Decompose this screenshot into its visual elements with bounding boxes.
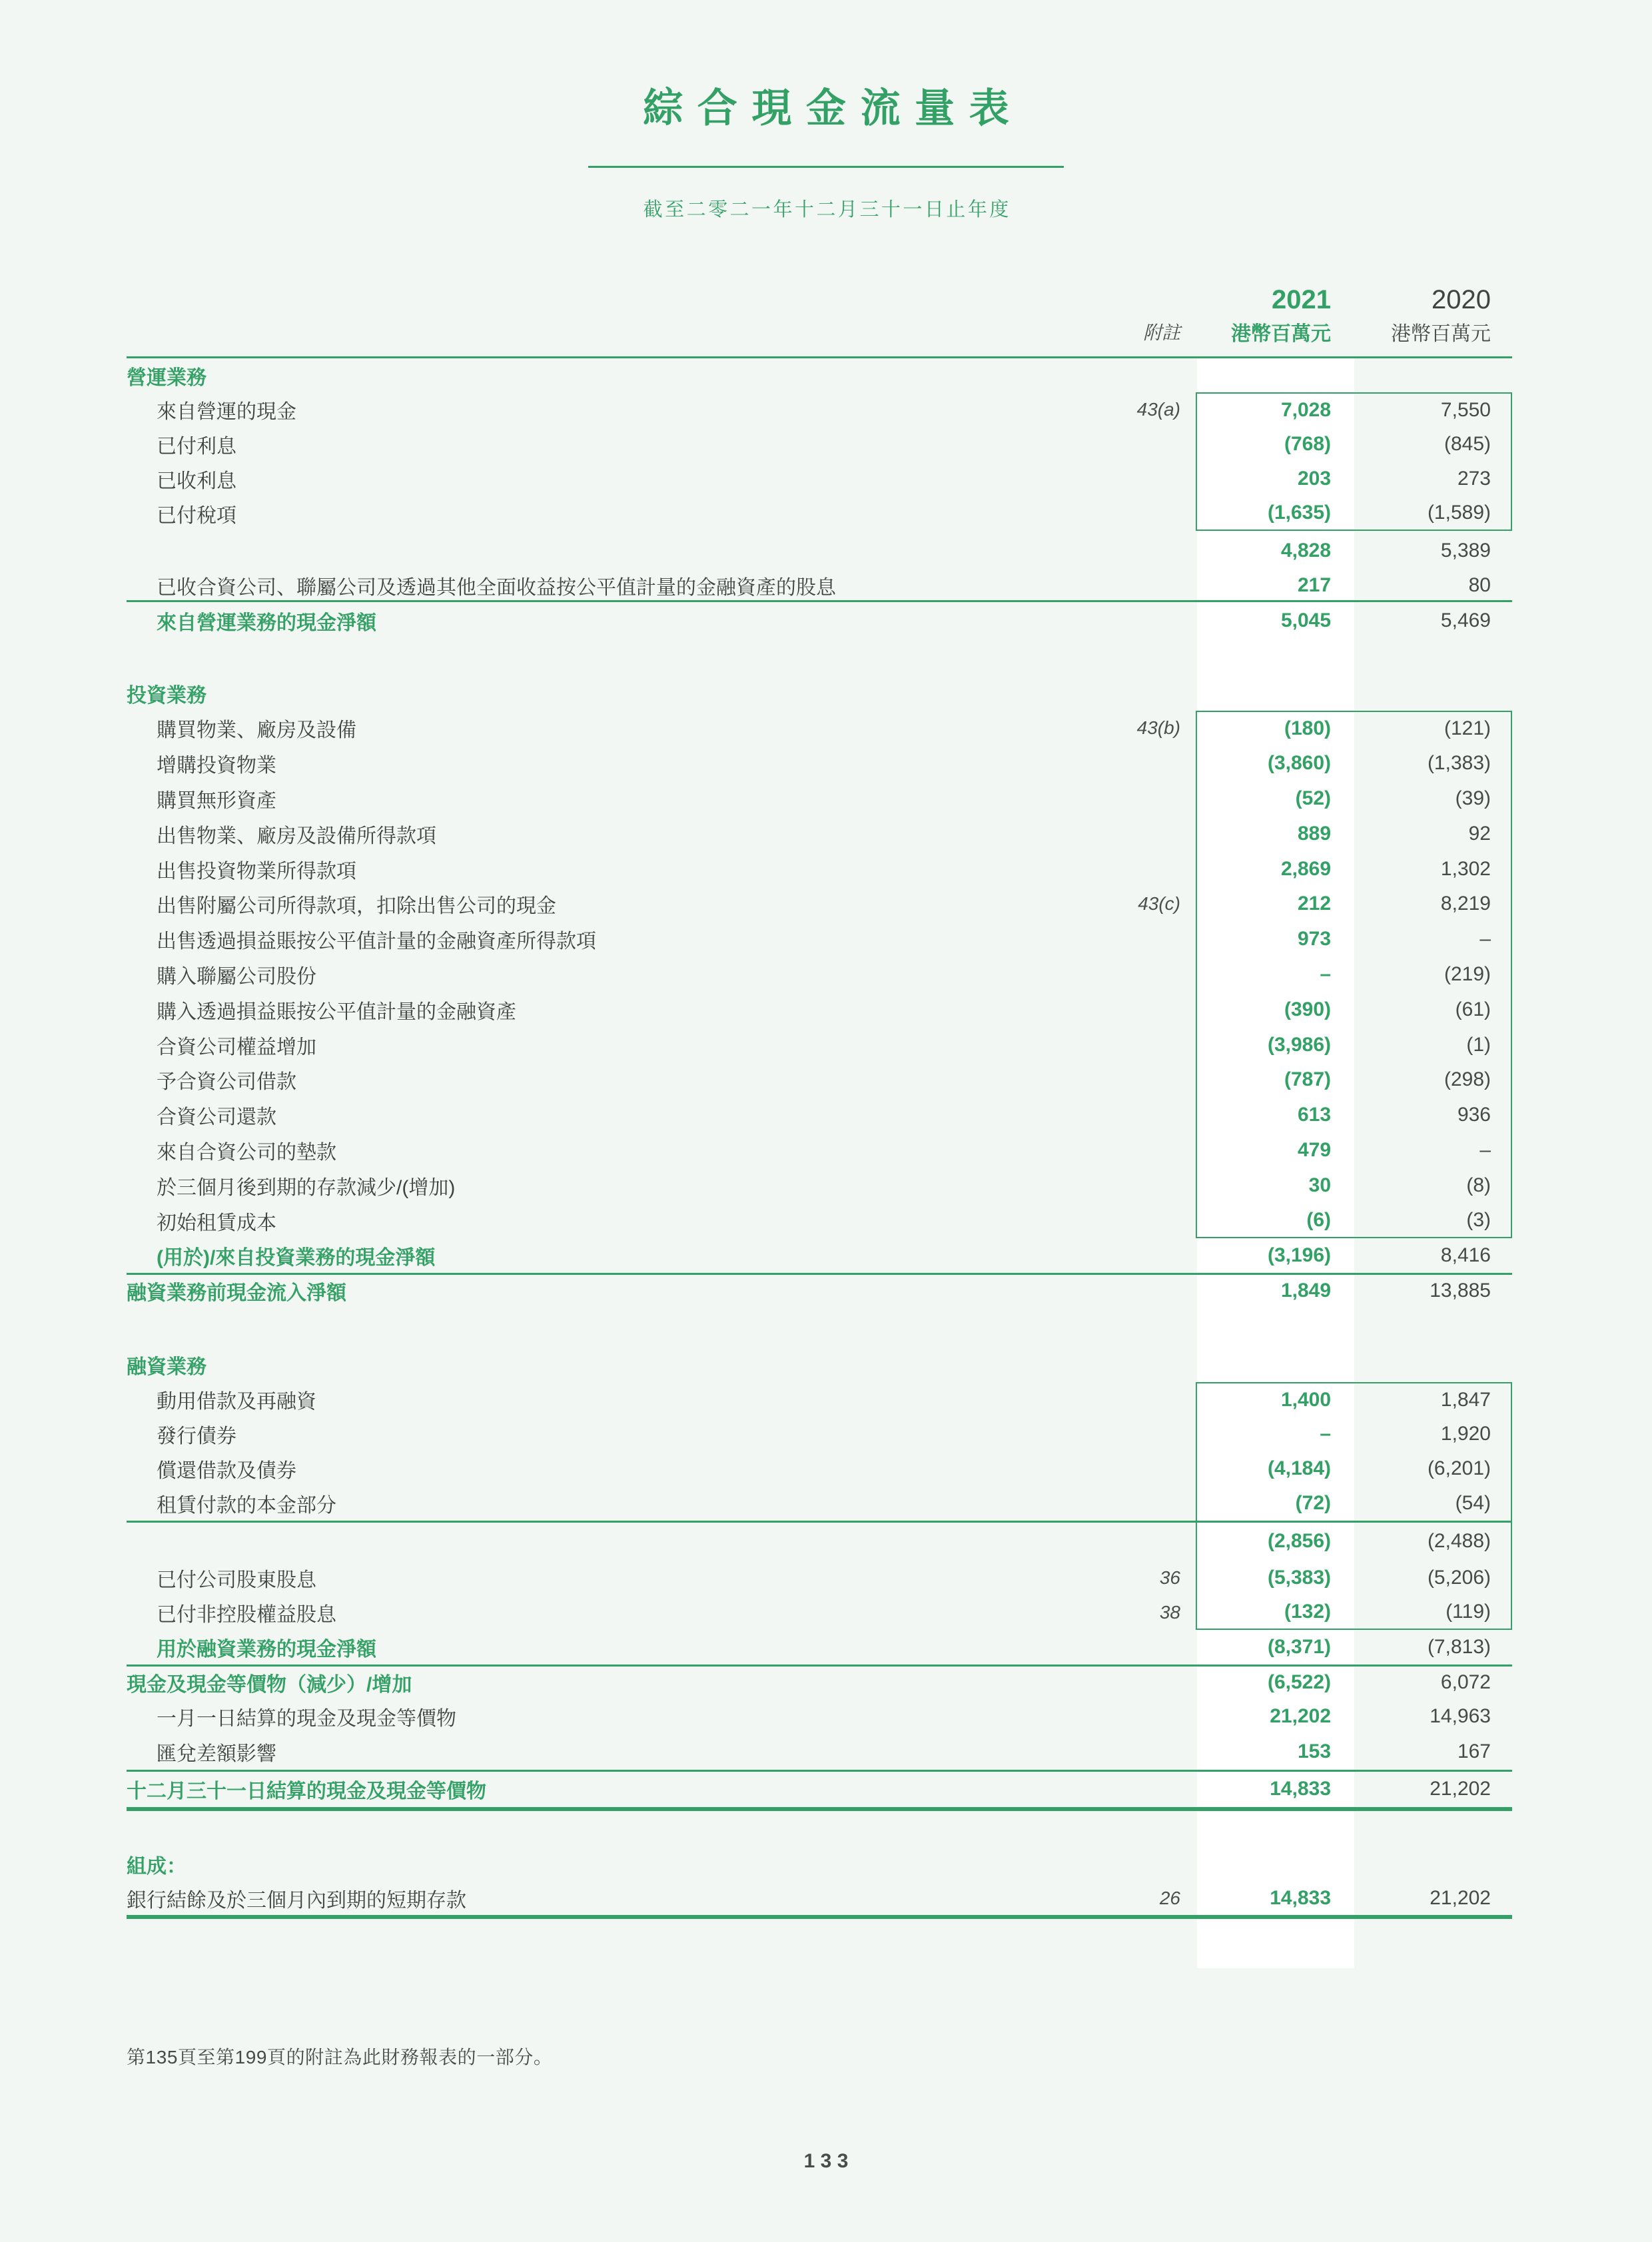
value-2020: – xyxy=(1479,928,1491,950)
value-2020: (119) xyxy=(1446,1600,1491,1623)
value-2020 xyxy=(1354,1811,1511,1847)
note-ref xyxy=(1089,1062,1196,1098)
note-ref xyxy=(1089,1417,1196,1451)
table-row xyxy=(127,1098,1512,1133)
value-2021: (3,860) xyxy=(1197,746,1354,781)
table-body xyxy=(127,356,1512,1968)
table-row xyxy=(127,392,1512,427)
value-2020: 21,202 xyxy=(1430,1886,1491,1909)
row-label: 發行債券 xyxy=(157,1425,236,1447)
note-ref xyxy=(1089,1451,1196,1486)
value-2021 xyxy=(1197,676,1354,711)
value-2021: (1,635) xyxy=(1197,496,1354,530)
note-ref: 43(c) xyxy=(1138,893,1180,915)
value-box xyxy=(1196,1699,1512,1734)
note-ref xyxy=(1089,1098,1196,1133)
note-ref xyxy=(1089,851,1196,887)
footnote: 第135頁至第199頁的附註為此財務報表的一部分。 xyxy=(127,2046,553,2067)
column-unit-2021: 港幣百萬元 xyxy=(1231,323,1332,345)
page-title: 綜合現金流量表 xyxy=(643,86,1024,131)
row-label xyxy=(127,1308,1089,1347)
table-row xyxy=(127,781,1512,817)
value-2020: 8,219 xyxy=(1440,893,1491,915)
row-label: 匯兌差額影響 xyxy=(157,1742,276,1765)
value-2021: (768) xyxy=(1197,427,1354,462)
value-box xyxy=(1196,1561,1512,1595)
value-2021: 479 xyxy=(1197,1133,1354,1168)
table-row xyxy=(127,600,1512,639)
value-box xyxy=(1196,1523,1512,1561)
value-box xyxy=(1196,1168,1512,1203)
value-box xyxy=(1196,851,1512,887)
row-label: 購買物業、廠房及設備 xyxy=(157,719,356,742)
value-box xyxy=(1196,1847,1512,1882)
value-2020 xyxy=(1354,358,1511,392)
note-ref xyxy=(1089,1811,1196,1847)
value-2020: 13,885 xyxy=(1430,1280,1491,1302)
row-label: 購買無形資產 xyxy=(157,789,276,812)
value-2021: (72) xyxy=(1197,1486,1354,1521)
note-ref xyxy=(1089,1168,1196,1203)
note-ref xyxy=(1089,1486,1196,1521)
value-box xyxy=(1196,427,1512,462)
table-row xyxy=(127,356,1512,392)
table-row xyxy=(127,1882,1512,1915)
header-unit-values xyxy=(1196,316,1512,347)
row-label: 增購投資物業 xyxy=(157,755,276,777)
value-2021: (180) xyxy=(1197,712,1354,746)
value-2021: 1,849 xyxy=(1197,1275,1354,1308)
table-row xyxy=(127,1027,1512,1062)
table-row xyxy=(127,1734,1512,1770)
value-2020: (1) xyxy=(1466,1033,1491,1056)
value-2021: (8,371) xyxy=(1197,1630,1354,1665)
row-label: 用於融資業務的現金淨額 xyxy=(157,1638,376,1661)
value-2020: 80 xyxy=(1468,574,1491,596)
row-label: (用於)/來自投資業務的現金淨額 xyxy=(157,1246,436,1269)
spacer-row xyxy=(127,1807,1512,1847)
row-label: 合資公司還款 xyxy=(157,1106,276,1129)
value-box xyxy=(1196,602,1512,639)
table-row xyxy=(127,711,1512,746)
value-2021: 5,045 xyxy=(1197,602,1354,639)
row-label: 已付公司股東股息 xyxy=(157,1569,316,1591)
row-label xyxy=(127,1919,1089,1968)
row-label: 組成： xyxy=(127,1855,187,1878)
note-ref xyxy=(1089,358,1196,392)
table-row xyxy=(127,1062,1512,1098)
value-2020: (219) xyxy=(1444,962,1491,985)
value-2021 xyxy=(1197,639,1354,676)
note-ref xyxy=(1089,957,1196,992)
note-ref xyxy=(1089,1382,1196,1417)
row-label: 初始租賃成本 xyxy=(157,1212,276,1234)
row-label: 十二月三十一日結算的現金及現金等價物 xyxy=(127,1780,486,1803)
row-label: 出售投資物業所得款項 xyxy=(157,860,356,883)
note-ref: 38 xyxy=(1159,1601,1180,1623)
table-row xyxy=(127,1847,1512,1882)
value-2021: 889 xyxy=(1197,816,1354,851)
value-2021: 14,833 xyxy=(1197,1882,1354,1915)
value-2020: (121) xyxy=(1444,717,1491,740)
value-2020: 1,920 xyxy=(1440,1422,1491,1445)
value-box xyxy=(1196,1203,1512,1238)
row-label: 出售附屬公司所得款項，扣除出售公司的現金 xyxy=(157,895,556,918)
row-label xyxy=(127,531,1089,571)
value-2020: (1,383) xyxy=(1427,752,1491,775)
note-ref xyxy=(1089,531,1196,571)
table-row xyxy=(127,1203,1512,1238)
table-row xyxy=(127,1699,1512,1734)
note-ref xyxy=(1089,1734,1196,1770)
value-2020 xyxy=(1354,1847,1511,1882)
column-unit-2020: 港幣百萬元 xyxy=(1391,323,1491,345)
column-header-2021: 2021 xyxy=(1272,284,1332,314)
note-ref xyxy=(1089,1027,1196,1062)
row-label xyxy=(127,1523,1089,1561)
note-ref xyxy=(1089,1203,1196,1238)
note-ref xyxy=(1089,1347,1196,1382)
page-subtitle: 截至二零二一年十二月三十一日止年度 xyxy=(643,199,1011,220)
table-row xyxy=(127,1770,1512,1807)
value-box xyxy=(1196,1382,1512,1417)
table-row xyxy=(127,992,1512,1027)
value-box xyxy=(1196,1882,1512,1915)
value-2020 xyxy=(1354,676,1511,711)
value-2021 xyxy=(1197,1347,1354,1382)
row-label: 已付利息 xyxy=(157,436,236,458)
value-2020: (6,201) xyxy=(1427,1457,1491,1479)
value-box xyxy=(1196,1486,1512,1521)
table-row xyxy=(127,922,1512,957)
row-label: 購入聯屬公司股份 xyxy=(157,965,316,988)
value-2020 xyxy=(1354,1919,1511,1968)
row-label: 融資業務 xyxy=(127,1355,206,1378)
note-ref: 43(b) xyxy=(1136,717,1180,739)
note-ref xyxy=(1089,1699,1196,1734)
value-box xyxy=(1196,1133,1512,1168)
table-row xyxy=(127,496,1512,531)
note-ref xyxy=(1089,1772,1196,1807)
note-ref: 26 xyxy=(1159,1887,1180,1908)
value-2020: 936 xyxy=(1457,1104,1491,1126)
value-2020: 6,072 xyxy=(1440,1671,1491,1694)
value-2021: 212 xyxy=(1197,887,1354,922)
spacer-row xyxy=(127,1915,1512,1968)
header-year-values xyxy=(1196,283,1512,316)
value-box xyxy=(1196,531,1512,571)
row-label: 一月一日結算的現金及現金等價物 xyxy=(157,1707,456,1730)
table-row xyxy=(127,1168,1512,1203)
row-label: 合資公司權益增加 xyxy=(157,1036,316,1058)
note-ref xyxy=(1089,1308,1196,1347)
value-box xyxy=(1196,496,1512,531)
note-ref xyxy=(1089,922,1196,957)
table-row xyxy=(127,1521,1512,1561)
value-box xyxy=(1196,1275,1512,1308)
table-row xyxy=(127,957,1512,992)
note-ref xyxy=(1089,496,1196,531)
row-label: 現金及現金等價物（減少）/增加 xyxy=(127,1674,412,1696)
value-2021: (5,383) xyxy=(1197,1561,1354,1595)
note-ref xyxy=(1089,571,1196,600)
value-box xyxy=(1196,816,1512,851)
value-box xyxy=(1196,1417,1512,1451)
value-box xyxy=(1196,1667,1512,1699)
row-label: 投資業務 xyxy=(127,685,206,707)
note-ref xyxy=(1089,1523,1196,1561)
note-ref xyxy=(1089,992,1196,1027)
value-box xyxy=(1196,1027,1512,1062)
value-2020: (5,206) xyxy=(1427,1566,1491,1589)
note-ref xyxy=(1089,1275,1196,1308)
value-2020: (54) xyxy=(1455,1491,1491,1514)
table-row xyxy=(127,746,1512,781)
value-2021: 1,400 xyxy=(1197,1383,1354,1417)
value-2021: 153 xyxy=(1197,1734,1354,1770)
row-label: 來自營運業務的現金淨額 xyxy=(157,611,376,634)
row-label: 租賃付款的本金部分 xyxy=(157,1494,336,1517)
value-box xyxy=(1196,358,1512,392)
value-2021: 613 xyxy=(1197,1098,1354,1133)
table-row xyxy=(127,676,1512,711)
table-row xyxy=(127,571,1512,600)
value-box xyxy=(1196,1811,1512,1847)
value-2020: 273 xyxy=(1457,468,1491,490)
value-2020: (298) xyxy=(1444,1068,1491,1091)
value-2020: 21,202 xyxy=(1430,1778,1491,1800)
value-box xyxy=(1196,639,1512,676)
column-header-units xyxy=(127,316,1512,347)
value-box xyxy=(1196,957,1512,992)
value-box xyxy=(1196,676,1512,711)
value-2020: (61) xyxy=(1455,998,1491,1020)
value-box xyxy=(1196,1734,1512,1770)
row-label: 購入透過損益賬按公平值計量的金融資產 xyxy=(157,1000,516,1023)
value-2020: 8,416 xyxy=(1440,1244,1491,1266)
row-label: 已收利息 xyxy=(157,470,236,492)
value-2020 xyxy=(1354,1308,1511,1347)
table-row xyxy=(127,1451,1512,1486)
value-2020 xyxy=(1354,639,1511,676)
value-box xyxy=(1196,571,1512,600)
value-2021: (52) xyxy=(1197,781,1354,817)
row-label: 已付稅項 xyxy=(157,505,236,527)
value-box xyxy=(1196,1451,1512,1486)
value-2020: 92 xyxy=(1468,822,1491,845)
table-row xyxy=(127,887,1512,922)
value-2021: (3,986) xyxy=(1197,1027,1354,1062)
value-2020: (7,813) xyxy=(1427,1635,1491,1658)
value-2021: 203 xyxy=(1197,462,1354,496)
note-ref xyxy=(1089,602,1196,639)
value-2021: 7,028 xyxy=(1197,394,1354,427)
note-ref xyxy=(1089,781,1196,817)
note-ref xyxy=(1089,746,1196,781)
note-ref: 36 xyxy=(1159,1567,1180,1588)
note-ref: 43(a) xyxy=(1136,399,1180,420)
row-label xyxy=(127,1811,1089,1847)
value-2020: – xyxy=(1479,1138,1491,1161)
value-box xyxy=(1196,887,1512,922)
row-label: 出售物業、廠房及設備所得款項 xyxy=(157,825,436,847)
page-number: 133 xyxy=(803,2150,854,2172)
row-label: 來自合資公司的墊款 xyxy=(157,1141,336,1164)
value-box xyxy=(1196,1238,1512,1273)
value-2020: 5,469 xyxy=(1440,609,1491,631)
value-box xyxy=(1196,1062,1512,1098)
table-row xyxy=(127,851,1512,887)
row-label: 已收合資公司、聯屬公司及透過其他全面收益按公平值計量的金融資產的股息 xyxy=(157,577,836,599)
value-2020: 1,302 xyxy=(1440,857,1491,880)
value-2021: 30 xyxy=(1197,1168,1354,1203)
row-label: 融資業務前現金流入淨額 xyxy=(127,1282,346,1305)
spacer-row xyxy=(127,1308,1512,1347)
table-row xyxy=(127,1561,1512,1595)
value-2020 xyxy=(1354,1347,1511,1382)
header-spacer xyxy=(127,316,1089,347)
table-row xyxy=(127,1595,1512,1630)
note-ref xyxy=(1089,427,1196,462)
value-2021: 973 xyxy=(1197,922,1354,957)
value-2021 xyxy=(1197,358,1354,392)
header-spacer xyxy=(127,283,1089,316)
value-2020: 1,847 xyxy=(1440,1388,1491,1411)
value-box xyxy=(1196,711,1512,746)
value-box xyxy=(1196,1595,1512,1630)
value-box xyxy=(1196,392,1512,427)
table-row xyxy=(127,1238,1512,1273)
value-2021: (132) xyxy=(1197,1595,1354,1629)
value-box xyxy=(1196,1347,1512,1382)
note-ref xyxy=(1089,1667,1196,1699)
table-row xyxy=(127,427,1512,462)
note-ref xyxy=(1089,462,1196,496)
table-row xyxy=(127,1486,1512,1521)
row-label: 營運業務 xyxy=(127,366,206,389)
column-header-note: 附註 xyxy=(1142,322,1180,343)
note-ref xyxy=(1089,639,1196,676)
value-box xyxy=(1196,922,1512,957)
note-ref xyxy=(1089,1847,1196,1882)
table-row xyxy=(127,531,1512,571)
value-box xyxy=(1196,746,1512,781)
value-2021: (4,184) xyxy=(1197,1451,1354,1486)
value-box xyxy=(1196,1308,1512,1347)
value-2021: – xyxy=(1197,1417,1354,1451)
value-2021: 21,202 xyxy=(1197,1699,1354,1734)
value-box xyxy=(1196,992,1512,1027)
value-box xyxy=(1196,1098,1512,1133)
row-label: 已付非控股權益股息 xyxy=(157,1603,336,1626)
value-box xyxy=(1196,1919,1512,1968)
value-2021: (2,856) xyxy=(1197,1523,1354,1561)
table-row xyxy=(127,1630,1512,1665)
row-label: 動用借款及再融資 xyxy=(157,1390,316,1413)
value-2020: 167 xyxy=(1457,1740,1491,1762)
table-row xyxy=(127,1273,1512,1308)
value-2020: (845) xyxy=(1444,433,1491,455)
value-2021: (390) xyxy=(1197,992,1354,1027)
value-2021: – xyxy=(1197,957,1354,992)
value-2021 xyxy=(1197,1811,1354,1847)
value-2021 xyxy=(1197,1308,1354,1347)
value-2021: 14,833 xyxy=(1197,1772,1354,1807)
row-label xyxy=(127,639,1089,676)
value-2020: 14,963 xyxy=(1430,1704,1491,1727)
note-ref xyxy=(1089,816,1196,851)
table-row xyxy=(127,1417,1512,1451)
value-2021: 2,869 xyxy=(1197,851,1354,887)
value-2021: (787) xyxy=(1197,1062,1354,1098)
row-label: 出售透過損益賬按公平值計量的金融資產所得款項 xyxy=(157,931,596,953)
value-box xyxy=(1196,462,1512,496)
table-row xyxy=(127,816,1512,851)
value-2020: (2,488) xyxy=(1427,1530,1491,1553)
row-label: 銀行結餘及於三個月內到期的短期存款 xyxy=(127,1889,466,1912)
value-2021 xyxy=(1197,1919,1354,1968)
statement-table xyxy=(127,283,1512,1968)
table-row xyxy=(127,462,1512,496)
value-2020: (3) xyxy=(1466,1208,1491,1231)
value-2021: (3,196) xyxy=(1197,1238,1354,1273)
table-row xyxy=(127,1382,1512,1417)
value-2020: (1,589) xyxy=(1427,502,1491,524)
table-row xyxy=(127,1347,1512,1382)
spacer-row xyxy=(127,639,1512,676)
row-label: 予合資公司借款 xyxy=(157,1071,296,1094)
value-2021: (6,522) xyxy=(1197,1667,1354,1699)
table-row xyxy=(127,1665,1512,1699)
note-ref xyxy=(1089,1133,1196,1168)
value-2020: (39) xyxy=(1455,787,1491,809)
value-2021 xyxy=(1197,1847,1354,1882)
value-box xyxy=(1196,1772,1512,1807)
table-row xyxy=(127,1133,1512,1168)
value-2021: 4,828 xyxy=(1197,531,1354,571)
row-label: 來自營運的現金 xyxy=(157,401,296,423)
value-box xyxy=(1196,781,1512,817)
value-box xyxy=(1196,1630,1512,1665)
value-2020: 5,389 xyxy=(1440,540,1491,561)
value-2021: 217 xyxy=(1197,571,1354,600)
row-label: 償還借款及債券 xyxy=(157,1459,296,1482)
note-ref xyxy=(1089,1630,1196,1665)
value-2020: 7,550 xyxy=(1440,399,1491,421)
header-spacer xyxy=(1089,283,1196,316)
row-label: 於三個月後到期的存款減少/(增加) xyxy=(157,1176,456,1199)
note-ref xyxy=(1089,1238,1196,1273)
value-2021: (6) xyxy=(1197,1203,1354,1237)
column-header-years xyxy=(127,283,1512,316)
note-ref xyxy=(1089,676,1196,711)
column-header-2020: 2020 xyxy=(1432,284,1491,314)
title-divider xyxy=(588,166,1064,168)
value-2020: (8) xyxy=(1466,1174,1491,1196)
note-ref xyxy=(1089,1919,1196,1968)
